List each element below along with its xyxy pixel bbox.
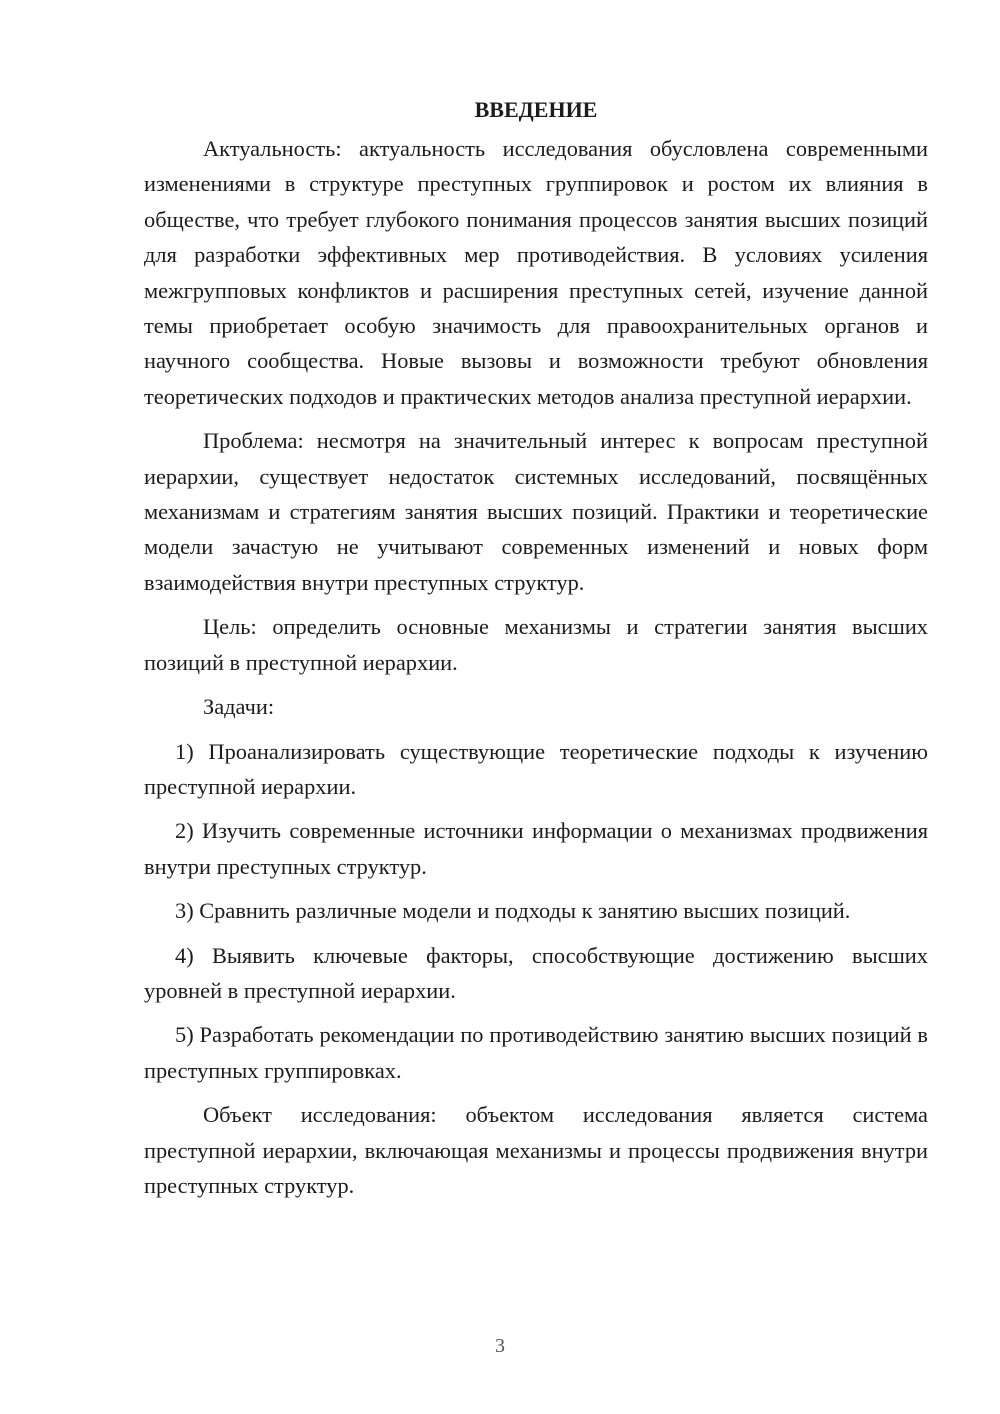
task-item-1: 1) Проанализировать существующие теоретические подходы к изучению преступной иерархии. [144,738,928,799]
task-item-3: 3) Сравнить различные модели и подходы к занятию высших позиций. [175,898,851,924]
page-content [144,92,928,1212]
section-title: ВВЕДЕНИЕ [474,97,598,122]
tasks-heading: Задачи: [203,694,275,720]
task-item-4: 4) Выявить ключевые факторы, способствующие достижению высших уровней в преступной иерархии. [144,942,928,1003]
relevance-paragraph: Актуальность: актуальность исследования обусловлена современными изменениями в структуре преступных группировок и ростом их влияния в обществе, что требует глубокого понимания процессов занятия высших позиций для разработки эффективных мер противодействия. В условиях усиления межгрупповых конфликтов и расширения преступных сетей, изучение данной темы приобретает особую значимость для правоохранительных органов и научного сообщества. Новые вызовы и возможности требуют обновления теоретических подходов и практических методов анализа преступной иерархии. [144,136,928,409]
page-number: 3 [495,1335,505,1357]
problem-paragraph: Проблема: несмотря на значительный интерес к вопросам преступной иерархии, существует недостаток системных исследований, посвящённых механизмам и стратегиям занятия высших позиций. Практики и теоретические модели зачастую не учитывают современных изменений и новых форм взаимодействия внутри преступных структур. [144,428,928,595]
goal-paragraph: Цель: определить основные механизмы и стратегии занятия высших позиций в преступной иерархии. [144,614,928,675]
task-item-2: 2) Изучить современные источники информации о механизмах продвижения внутри преступных структур. [144,818,928,879]
object-paragraph: Объект исследования: объектом исследования является система преступной иерархии, включающая механизмы и процессы продвижения внутри преступных структур. [144,1102,928,1198]
task-item-5: 5) Разработать рекомендации по противодействию занятию высших позиций в преступных группировках. [144,1022,928,1083]
